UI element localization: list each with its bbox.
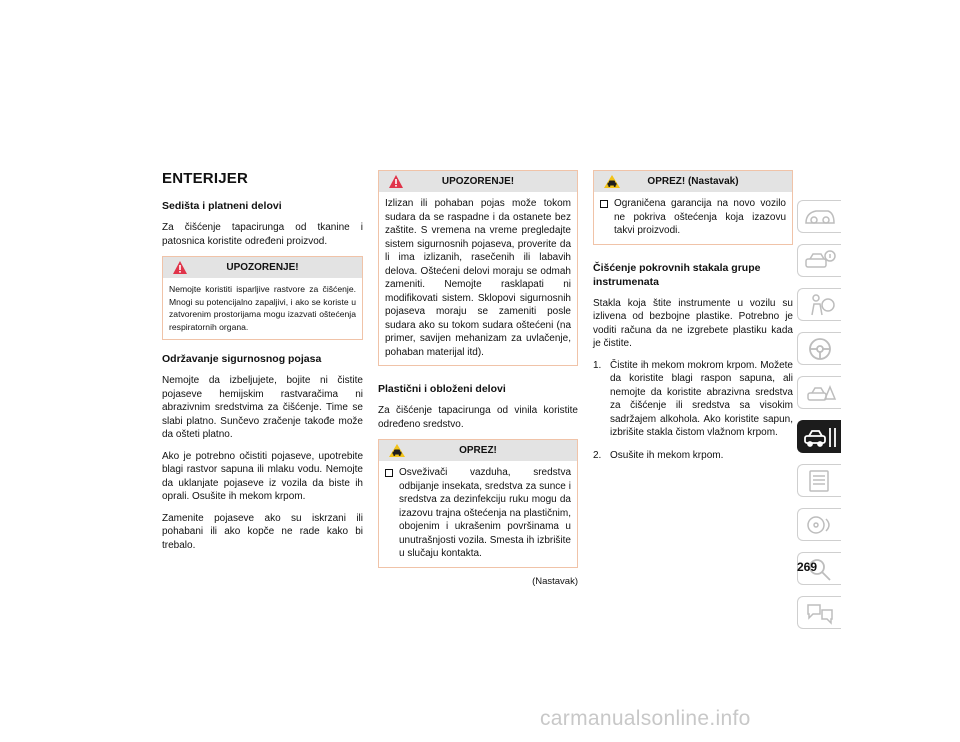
caution-car-icon <box>604 175 620 188</box>
caution-header <box>379 440 577 461</box>
step-text: Osušite ih mekom krpom. <box>610 449 724 461</box>
continued-label: (Nastavak) <box>532 575 578 587</box>
plastic-heading: Plastični i obloženi delovi <box>378 383 506 395</box>
caution-body <box>379 461 577 567</box>
roadside-emergency-icon <box>802 379 838 407</box>
tab-emergency[interactable] <box>797 376 841 409</box>
cluster-paragraph: Stakla koja štite instrumente u vozilu su izlivena od bezbojne plastike. Potrebno je voditi računa da ne izgrebete plastiku kada je čistite. <box>593 297 793 349</box>
warning-box-belts <box>378 170 578 366</box>
caution-body <box>594 192 792 244</box>
step-number: 2. <box>593 449 602 461</box>
belt-paragraph: Nemojte da izbeljujete, bojite ni čistite pojaseve hemijskim rastvaračima ni abrazivnim sredstvima za čišćenje. Time se slabi platno. Sunčevo zračenje takođe može da ošteti platno. <box>162 375 363 440</box>
column-middle <box>378 170 578 587</box>
seats-paragraph: Za čišćenje tapacirunga od tkanine i patosnica koristite određeni proizvod. <box>162 222 363 247</box>
plastic-paragraph: Za čišćenje tapacirunga od vinila koristite određeno sredstvo. <box>378 405 578 430</box>
caution-list-item <box>600 197 786 238</box>
section-title: ENTERIJER <box>162 170 248 187</box>
list-item <box>593 449 793 463</box>
tab-technical-specs[interactable] <box>797 464 841 497</box>
warning-box-solvents <box>162 256 363 340</box>
warning-text: Izlizan ili pohaban pojas može tokom sudara da se raspadne i da ostanete bez zaštite. S vremena na vreme pregledajte sistem sigurnosnih pojaseva, proverite da li ima izlizanih, rasečenih ili labavih delova. Oštećeni delovi moraju se odmah zameniti. Nemojte rasklapati ni modifikovati sistem. Sklopovi sigurnosnih pojaseva moraju se zameniti posle sudara ako su tokom sudara oštećeni (na primer, savijen mehanizam za uvlačenje, pohaban materijal itd). <box>385 198 571 358</box>
warning-title: UPOZORENJE! <box>226 262 299 273</box>
car-dashboard-icon <box>802 203 838 231</box>
step-text: Čistite ih mekom mokrom krpom. Možete da koristite blagi raspon sapuna, ali nemojte da koristite abrazivna sredstva za čišćenje ili sredstva sa visokim sadržajem alkohola. Ako koristite sapun, izbrišite stakla čistom vlažnom krpom. <box>610 359 793 438</box>
belt-paragraph: Ako je potrebno očistiti pojaseve, upotrebite blagi rastvor sapuna ili mlaku vodu. Nemojte da uklanjate pojaseve iz vozila da biste ih oprali. Osušite ih mekom krpom. <box>162 450 363 502</box>
caution-text: Osveživači vazduha, sredstva odbijanje insekata, sredstva za sunce i sredstva za dezinfekciju ruku mogu da izazovu trajna oštećenja na plastičnim, obojenim i ukrašenim površinama u unutrašnjosti vozila. Smesta ih izbrišite u slučaju kontakta. <box>399 467 571 559</box>
specifications-list-icon <box>802 467 838 495</box>
warning-header <box>163 257 362 278</box>
column-right <box>593 170 793 471</box>
tab-getting-to-know-vehicle[interactable] <box>797 200 841 233</box>
checkbox-bullet-icon <box>600 200 608 208</box>
page-number: 269 <box>797 560 818 574</box>
caution-list-item <box>385 466 571 561</box>
warning-text: Nemojte koristiti isparljive rastvore za čišćenje. Mnogi su potencijalno zapaljivi, i ako se koriste u zatvorenim prostorijama mogu izazvati oštećenja respiratornih organa. <box>169 284 356 332</box>
language-translation-icon <box>802 599 838 627</box>
caution-title: OPREZ! (Nastavak) <box>647 176 739 187</box>
column-left <box>162 170 363 560</box>
tab-languages[interactable] <box>797 596 841 629</box>
belt-heading: Održavanje sigurnosnog pojasa <box>162 353 322 365</box>
car-service-wrench-icon <box>802 423 838 451</box>
caution-header <box>594 171 792 192</box>
warning-triangle-icon <box>173 261 187 274</box>
tab-safety[interactable] <box>797 288 841 321</box>
steering-wheel-icon <box>802 335 838 363</box>
airbag-safety-icon <box>802 291 838 319</box>
caution-text: Ograničena garancija na novo vozilo ne pokriva oštećenja koja izazovu takvi proizvodi. <box>614 198 786 236</box>
multimedia-icon <box>802 511 838 539</box>
tab-multimedia[interactable] <box>797 508 841 541</box>
step-number: 1. <box>593 359 602 371</box>
car-info-icon <box>802 247 838 275</box>
tab-driving[interactable] <box>797 332 841 365</box>
cleaning-steps-list <box>593 359 793 463</box>
list-item <box>593 359 793 440</box>
tab-vehicle-info[interactable] <box>797 244 841 277</box>
caution-title: OPREZ! <box>459 445 497 456</box>
caution-box-air-fresheners <box>378 439 578 568</box>
seats-heading: Sedišta i platneni delovi <box>162 200 282 212</box>
checkbox-bullet-icon <box>385 469 393 477</box>
warning-header <box>379 171 577 192</box>
belt-paragraph: Zamenite pojaseve ako su iskrzani ili pohabani ili ako kopče ne rade kako bi trebalo. <box>162 512 363 551</box>
cluster-heading: Čišćenje pokrovnih stakala grupe instrumenata <box>593 261 761 288</box>
tab-servicing-maintenance[interactable] <box>797 420 841 453</box>
watermark-text: carmanualsonline.info <box>540 707 751 730</box>
warning-triangle-icon <box>389 175 403 188</box>
warning-title: UPOZORENJE! <box>441 176 515 187</box>
caution-box-continued <box>593 170 793 245</box>
chapter-tabs <box>797 200 841 640</box>
caution-car-icon <box>389 444 405 457</box>
